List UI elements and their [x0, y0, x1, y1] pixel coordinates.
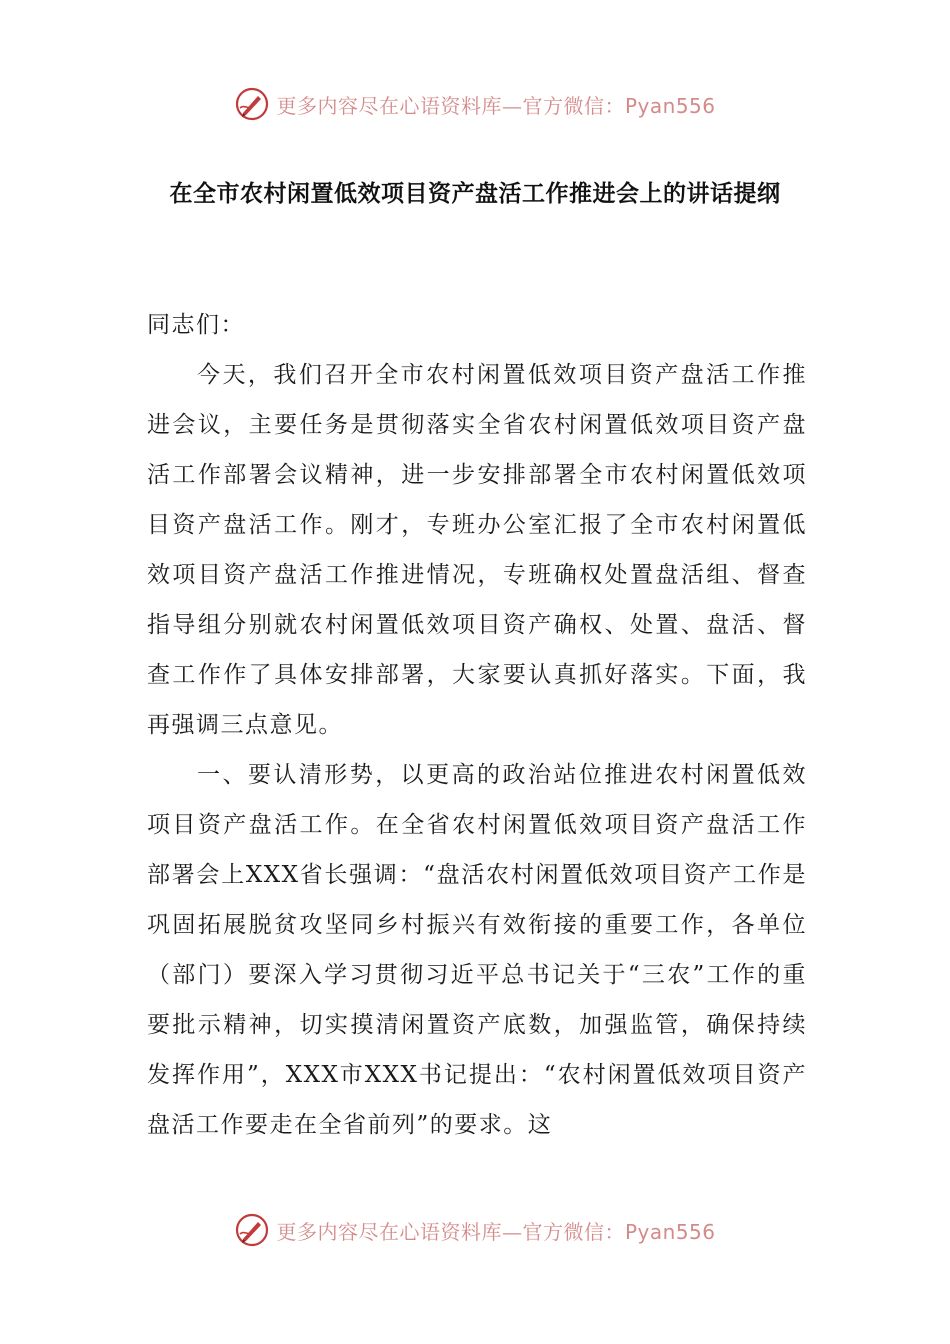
document-body — [147, 300, 807, 1150]
pen-logo-icon — [234, 86, 270, 122]
watermark-text: 更多内容尽在心语资料库—官方微信：Pyan556 — [276, 1219, 716, 1244]
watermark-banner-top — [0, 82, 950, 126]
salutation: 同志们： — [147, 312, 245, 338]
watermark-banner-bottom — [0, 1208, 950, 1252]
paragraph-2: 一、要认清形势，以更高的政治站位推进农村闲置低效项目资产盘活工作。在全省农村闲置低效项目资产盘活工作部署会上XXX省长强调：“盘活农村闲置低效项目资产工作是巩固拓展脱贫攻坚同乡村振兴有效衔接的重要工作，各单位（部门）要深入学习贯彻习近平总书记关于“三农”工作的重要批示精神，切实摸清闲置资产底数，加强监管，确保持续发挥作用”，XXX市XXX书记提出：“农村闲置低效项目资产盘活工作要走在全省前列”的要求。这 — [147, 762, 807, 1138]
watermark-text: 更多内容尽在心语资料库—官方微信：Pyan556 — [276, 93, 716, 118]
document-title: 在全市农村闲置低效项目资产盘活工作推进会上的讲话提纲 — [169, 181, 781, 207]
wechat-id: Pyan556 — [624, 93, 716, 118]
pen-logo-icon — [234, 1212, 270, 1248]
wechat-id: Pyan556 — [624, 1219, 716, 1244]
paragraph-1: 今天，我们召开全市农村闲置低效项目资产盘活工作推进会议，主要任务是贯彻落实全省农村闲置低效项目资产盘活工作部署会议精神，进一步安排部署全市农村闲置低效项目资产盘活工作。刚才，专班办公室汇报了全市农村闲置低效项目资产盘活工作推进情况，专班确权处置盘活组、督查指导组分别就农村闲置低效项目资产确权、处置、盘活、督查工作作了具体安排部署，大家要认真抓好落实。下面，我再强调三点意见。 — [147, 362, 807, 738]
